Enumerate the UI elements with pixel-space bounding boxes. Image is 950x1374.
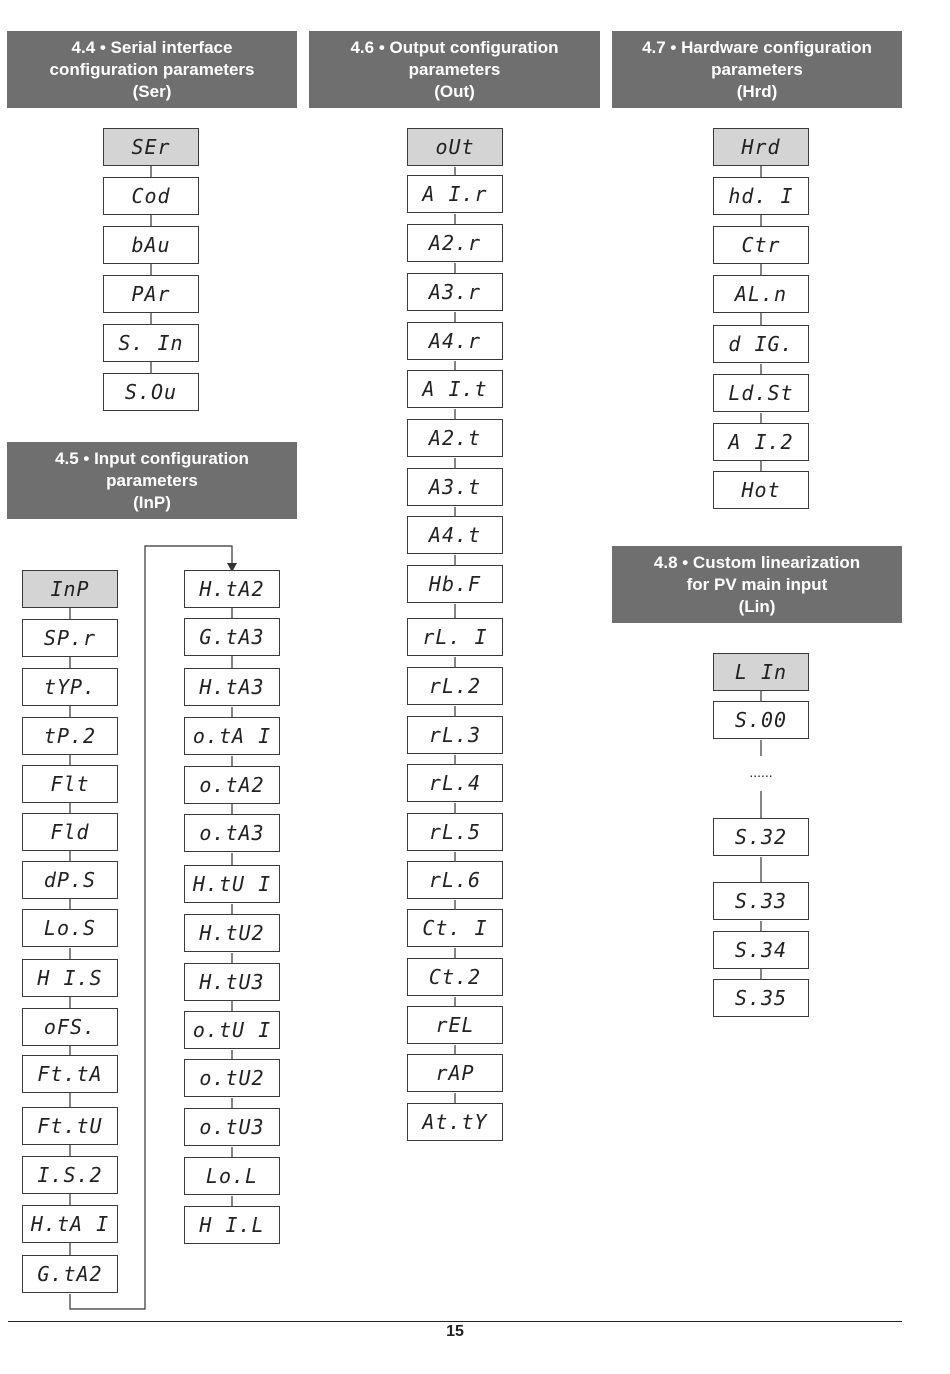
param-box: d IG. (713, 325, 809, 363)
param-box: H.tU I (184, 865, 280, 903)
param-box: A2.t (407, 419, 503, 457)
param-box: A4.t (407, 516, 503, 554)
param-box-hrd-header: Hrd (713, 128, 809, 166)
param-box: H I.S (22, 959, 118, 997)
param-box: Flt (22, 765, 118, 803)
param-box: Lo.S (22, 909, 118, 947)
param-box: tP.2 (22, 717, 118, 755)
param-box: H.tA3 (184, 668, 280, 706)
param-box: tYP. (22, 668, 118, 706)
header-line: parameters (106, 470, 198, 490)
param-box: S. In (103, 324, 199, 362)
param-box: S.35 (713, 979, 809, 1017)
param-box: Hb.F (407, 565, 503, 603)
param-box: Ft.tU (22, 1107, 118, 1145)
param-box-inp-header: InP (22, 570, 118, 608)
param-box: o.tU I (184, 1011, 280, 1049)
param-box: rL.3 (407, 716, 503, 754)
param-box: rEL (407, 1006, 503, 1044)
footer-divider (8, 1321, 902, 1322)
header-line: 4.7 • Hardware configuration (642, 37, 872, 57)
param-box: SP.r (22, 619, 118, 657)
header-line: 4.5 • Input configuration (55, 448, 249, 468)
param-box-out-header: oUt (407, 128, 503, 166)
header-line: for PV main input (686, 574, 828, 594)
param-box: Hot (713, 471, 809, 509)
param-box: rAP (407, 1054, 503, 1092)
header-line: (Ser) (132, 81, 172, 101)
param-box: Lo.L (184, 1157, 280, 1195)
param-box: A4.r (407, 322, 503, 360)
param-box: oFS. (22, 1008, 118, 1046)
param-box: G.tA2 (22, 1255, 118, 1293)
param-box: S.32 (713, 818, 809, 856)
header-line: (Out) (434, 81, 475, 101)
param-box: bAu (103, 226, 199, 264)
param-box-ser-header: SEr (103, 128, 199, 166)
param-box: rL.5 (407, 813, 503, 851)
header-line: configuration parameters (49, 59, 255, 79)
header-line: (InP) (133, 492, 171, 512)
param-box: rL.4 (407, 764, 503, 802)
param-box: AL.n (713, 275, 809, 313)
param-box: I.S.2 (22, 1156, 118, 1194)
header-line: 4.8 • Custom linearization (653, 552, 861, 572)
param-box: H I.L (184, 1206, 280, 1244)
ellipsis: ...... (749, 764, 773, 780)
param-box: o.tU3 (184, 1108, 280, 1146)
header-line: 4.4 • Serial interface (71, 37, 233, 57)
param-box: rL.6 (407, 861, 503, 899)
param-box: H.tA I (22, 1205, 118, 1243)
param-box: Ct.2 (407, 958, 503, 996)
param-box: hd. I (713, 177, 809, 215)
param-box: dP.S (22, 861, 118, 899)
param-box: Cod (103, 177, 199, 215)
param-box: Ct. I (407, 909, 503, 947)
header-line: parameters (711, 59, 803, 79)
param-box: rL.2 (407, 667, 503, 705)
param-box: o.tA3 (184, 814, 280, 852)
param-box: A I.2 (713, 423, 809, 461)
param-box: rL. I (407, 618, 503, 656)
param-box: G.tA3 (184, 618, 280, 656)
param-box: o.tA2 (184, 766, 280, 804)
header-line: (Lin) (738, 596, 776, 616)
page-number: 15 (446, 1323, 464, 1340)
param-box: A3.r (407, 273, 503, 311)
param-box: A I.t (407, 370, 503, 408)
param-box: S.Ou (103, 373, 199, 411)
param-box: A I.r (407, 175, 503, 213)
param-box: S.34 (713, 931, 809, 969)
param-box: Ft.tA (22, 1055, 118, 1093)
param-box: A2.r (407, 224, 503, 262)
header-line: parameters (408, 59, 501, 79)
param-box: H.tU2 (184, 914, 280, 952)
param-box: H.tA2 (184, 570, 280, 608)
param-box: At.tY (407, 1103, 503, 1141)
param-box: H.tU3 (184, 963, 280, 1001)
param-box: PAr (103, 275, 199, 313)
param-box: S.33 (713, 882, 809, 920)
param-box: A3.t (407, 468, 503, 506)
param-box: Ld.St (713, 374, 809, 412)
param-box: Fld (22, 813, 118, 851)
param-box: o.tA I (184, 717, 280, 755)
param-box: S.00 (713, 701, 809, 739)
param-box: o.tU2 (184, 1059, 280, 1097)
param-box: Ctr (713, 226, 809, 264)
param-box-lin-header: L In (713, 653, 809, 691)
header-line: (Hrd) (736, 81, 778, 101)
header-line: 4.6 • Output configuration (350, 37, 559, 57)
